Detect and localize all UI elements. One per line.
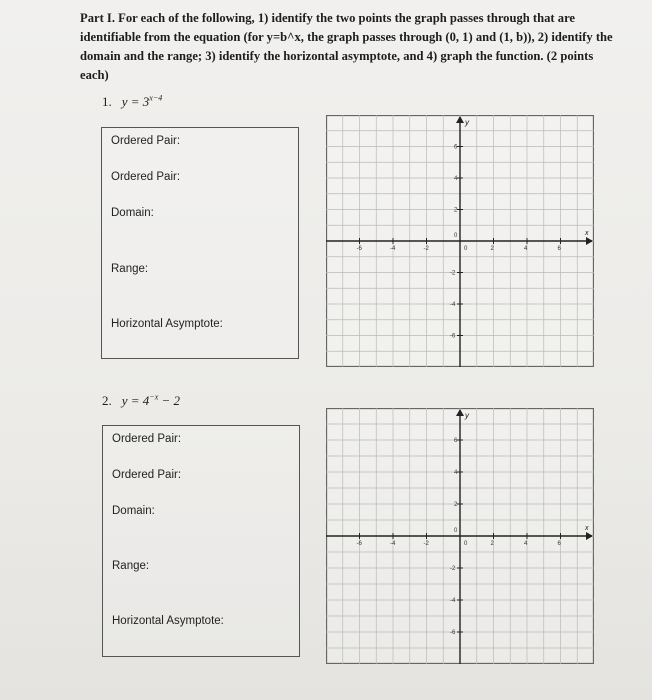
y-tick-label: -6 [450,630,456,636]
problem-number: 2. [102,393,112,409]
y-tick-label: 6 [454,144,458,151]
range-field[interactable]: Range: [111,263,149,275]
x-axis-label: x [585,230,589,237]
y-axis-label: y [465,118,469,127]
y-tick-label: 2 [454,502,458,508]
y-tick-label: -6 [450,333,456,340]
y-tick-label: -2 [450,270,456,277]
x-tick-label: 2 [490,246,494,252]
y-tick-label: -4 [450,598,456,604]
x-tick-label: -6 [356,541,362,547]
x-axis-label: x [585,525,589,532]
x-tick-label: -4 [390,246,396,252]
answer-box-1 [101,127,299,359]
coordinate-grid-1[interactable] [326,115,594,367]
problem-2-label [102,393,180,409]
range-field[interactable]: Range: [112,560,150,572]
x-tick-label: 2 [490,541,494,547]
y-tick-label: 0 [454,233,458,239]
problem-equation: $y = 4^{-x} - 2$ [121,393,181,409]
instructions [80,9,616,85]
horizontal-asymptote-field[interactable]: Horizontal Asymptote: [112,615,224,627]
x-tick-label: 6 [557,541,561,547]
answer-box-2 [102,425,300,657]
y-tick-label: 0 [454,528,458,534]
y-tick-label: 4 [454,470,458,476]
domain-field[interactable]: Domain: [112,505,155,517]
y-tick-label: -2 [450,566,456,572]
problem-number: 1. [102,94,112,110]
x-tick-label: 4 [524,246,528,252]
ordered-pair-2-field[interactable]: Ordered Pair: [111,171,181,183]
x-tick-label: -2 [423,246,429,252]
y-tick-label: 4 [454,176,458,182]
y-axis-label: y [465,411,469,420]
x-tick-label: 0 [464,541,468,547]
ordered-pair-1-field[interactable]: Ordered Pair: [111,135,181,147]
part-label: Part I. [80,11,115,25]
y-tick-label: 6 [454,438,458,444]
y-tick-label: -4 [450,302,456,308]
problem-1-label [102,94,162,110]
x-tick-label: 4 [524,541,528,547]
y-tick-label: 2 [454,207,458,214]
x-tick-label: -2 [423,541,429,547]
ordered-pair-1-field[interactable]: Ordered Pair: [112,433,182,445]
horizontal-asymptote-field[interactable]: Horizontal Asymptote: [111,318,223,330]
domain-field[interactable]: Domain: [111,207,154,219]
x-tick-label: -4 [390,541,396,547]
x-tick-label: -6 [356,246,362,252]
coordinate-grid-2[interactable] [326,408,594,664]
instructions-text: For each of the following, 1) identify the two points the graph passes through that are identifiable from the equation (for y=b^x, the graph passes through (0, 1) and (1, b)), 2) identify the domain and the range; 3) identify the horizontal asymptote, and 4) graph the function. (2 points each) [80,11,613,82]
x-tick-label: 0 [464,246,468,252]
x-tick-label: 6 [557,246,561,252]
ordered-pair-2-field[interactable]: Ordered Pair: [112,469,182,481]
problem-equation: $y = 3^{x-4}$ [121,94,163,110]
